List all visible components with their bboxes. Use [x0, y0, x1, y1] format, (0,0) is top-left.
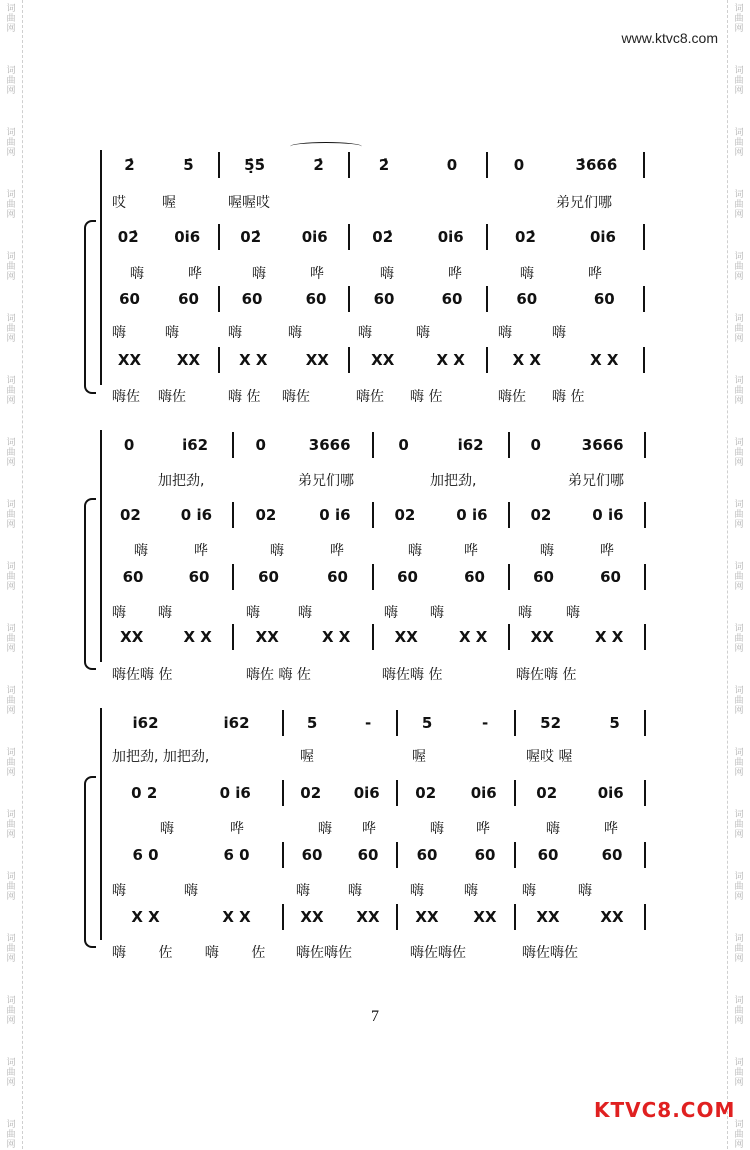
- measure: [100, 154, 218, 176]
- lyric: 嗨: [130, 266, 144, 282]
- lyric: 嗨佐嗨佐: [522, 945, 578, 961]
- lyric: 嗨: [158, 605, 172, 621]
- note: 52: [540, 714, 562, 732]
- measure: [374, 434, 508, 456]
- watermark-text: 词 曲 网: [6, 314, 16, 344]
- measure: [398, 782, 514, 804]
- note: 0i6: [437, 228, 464, 246]
- note: 5̇: [183, 156, 194, 174]
- measure: [220, 226, 348, 248]
- watermark-text: 词 曲 网: [734, 314, 744, 344]
- note: 60: [188, 568, 210, 586]
- bar-line: [644, 780, 646, 806]
- lyric: 嗨: [578, 883, 592, 899]
- lyric: 嗨佐 嗨 佐: [246, 667, 311, 683]
- lyric: 嗨: [112, 605, 126, 621]
- voice2-row: [100, 782, 645, 804]
- note: 02: [536, 784, 558, 802]
- lyric: 喔: [412, 749, 426, 765]
- lyric: 嗨: [112, 325, 126, 341]
- bar-line: [644, 842, 646, 868]
- voice2-row: [100, 226, 645, 248]
- watermark-text: 词 曲 网: [6, 996, 16, 1026]
- note: 60: [516, 290, 538, 308]
- voice4-row: [100, 626, 645, 648]
- measure: [488, 226, 643, 248]
- tie-arc: [290, 142, 362, 151]
- note: 02: [394, 506, 416, 524]
- watermark-text: 词 曲 网: [6, 1058, 16, 1088]
- site-url: www.ktvc8.com: [621, 30, 718, 46]
- note: 0: [530, 436, 541, 454]
- lyric: 嗨: [498, 325, 512, 341]
- watermark-text: 词 曲 网: [734, 66, 744, 96]
- note: i62: [132, 714, 159, 732]
- lyric: 加把劲, 加把劲,: [112, 749, 210, 765]
- note: 0i6: [301, 228, 328, 246]
- watermark-text: 词 曲 网: [6, 934, 16, 964]
- measure: [220, 288, 348, 310]
- bar-line: [643, 286, 645, 312]
- lyric: 嗨: [298, 605, 312, 621]
- note: 60: [373, 290, 395, 308]
- watermark-text: 词 曲 网: [6, 872, 16, 902]
- measure: [234, 626, 372, 648]
- lyric: 嗨: [348, 883, 362, 899]
- lyric: 嗨: [246, 605, 260, 621]
- measure: [100, 782, 282, 804]
- lyric: 弟兄们哪: [556, 195, 612, 211]
- note: -: [364, 714, 372, 732]
- lyric: 嗨: [408, 543, 422, 559]
- measure: [284, 712, 396, 734]
- watermark-text: 词 曲 网: [734, 4, 744, 34]
- note: i62: [182, 436, 209, 454]
- measure: [374, 566, 508, 588]
- watermark-text: 词 曲 网: [6, 128, 16, 158]
- voice3-row: [100, 288, 645, 310]
- lyric: 喔: [300, 749, 314, 765]
- lyric: 嗨: [520, 266, 534, 282]
- lyric: 哗: [188, 266, 202, 282]
- lyric: 嗨 佐: [410, 389, 443, 405]
- note: 02̇: [372, 228, 394, 246]
- lyric: 嗨 佐: [228, 389, 261, 405]
- bar-line: [643, 347, 645, 373]
- bar-line: [644, 624, 646, 650]
- measure: [516, 844, 644, 866]
- note: X X: [595, 628, 624, 646]
- note: 3̇666̇: [575, 156, 618, 174]
- lyric: 哗: [330, 543, 344, 559]
- lyric: 嗨: [252, 266, 266, 282]
- note: 0 i6: [456, 506, 488, 524]
- measure: [220, 349, 348, 371]
- note: -: [481, 714, 489, 732]
- note: 0: [123, 436, 135, 454]
- voice3-row: [100, 844, 645, 866]
- measure: [234, 434, 372, 456]
- watermark-text: 词 曲 网: [734, 190, 744, 220]
- measure: [516, 712, 644, 734]
- measure: [234, 504, 372, 526]
- measure: [220, 154, 348, 176]
- watermark-text: 词 曲 网: [734, 376, 744, 406]
- lyric: 嗨佐: [158, 389, 186, 405]
- lyric: 嗨佐嗨佐: [410, 945, 466, 961]
- note: 60: [416, 846, 438, 864]
- measure: [100, 626, 232, 648]
- note: 60: [178, 290, 199, 308]
- note: 0 i6: [180, 506, 213, 524]
- watermark-text: 词 曲 网: [6, 624, 16, 654]
- note: XX: [536, 908, 560, 926]
- note: 0i6: [589, 228, 616, 246]
- lyric: 加把劲,: [430, 473, 477, 489]
- watermark-text: 词 曲 网: [6, 686, 16, 716]
- note: XX: [371, 351, 395, 369]
- note: X X: [131, 908, 160, 926]
- voice2-row: [100, 504, 645, 526]
- bar-line: [644, 904, 646, 930]
- note: 60: [357, 846, 379, 864]
- measure: [510, 566, 644, 588]
- lyric: 嗨佐: [112, 389, 140, 405]
- lyric: 哗: [476, 821, 490, 837]
- lyric: 嗨 佐 嗨 佐: [112, 945, 280, 961]
- measure: [398, 844, 514, 866]
- measure: [510, 434, 644, 456]
- watermark-text: 词 曲 网: [6, 376, 16, 406]
- note: X X: [222, 908, 251, 926]
- lyric: 弟兄们哪: [298, 473, 354, 489]
- note: 2̇: [378, 156, 390, 174]
- bar-line: [644, 564, 646, 590]
- lyric: 加把劲,: [158, 473, 205, 489]
- note: 0 i6: [319, 506, 351, 524]
- staff-brace: [84, 498, 96, 670]
- lyric: 嗨: [318, 821, 332, 837]
- voice3-row: [100, 566, 645, 588]
- note: XX: [305, 351, 329, 369]
- note: X X: [512, 351, 541, 369]
- note: 02: [530, 506, 552, 524]
- watermark-text: 词 曲 网: [6, 4, 16, 34]
- lyric: 嗨: [160, 821, 174, 837]
- lyric: 嗨: [552, 325, 566, 341]
- measure: [100, 712, 282, 734]
- note: X X: [183, 628, 212, 646]
- lyric: 嗨: [288, 325, 302, 341]
- lyric: 弟兄们哪: [568, 473, 624, 489]
- note: 02̇: [515, 228, 536, 246]
- note: 0i6: [353, 784, 380, 802]
- lyric: 嗨: [430, 605, 444, 621]
- note: 60: [464, 568, 485, 586]
- measure: [100, 566, 232, 588]
- lyric: 嗨 佐: [552, 389, 585, 405]
- lyric: 嗨: [384, 605, 398, 621]
- watermark-text: 词 曲 网: [734, 438, 744, 468]
- note: XX: [600, 908, 624, 926]
- note: 60: [119, 290, 140, 308]
- watermark-text: 词 曲 网: [6, 66, 16, 96]
- lyric: 喔: [162, 195, 176, 211]
- note: 60: [441, 290, 463, 308]
- note: XX: [415, 908, 439, 926]
- measure: [488, 349, 643, 371]
- measure: [488, 154, 643, 176]
- watermark-text: 词 曲 网: [734, 996, 744, 1026]
- lyric: 嗨: [416, 325, 430, 341]
- note: 6 0: [132, 846, 159, 864]
- lyric: 哗: [448, 266, 462, 282]
- lyric: 嗨: [522, 883, 536, 899]
- note: 2̇: [124, 156, 135, 174]
- note: XX: [255, 628, 279, 646]
- bar-line: [644, 710, 646, 736]
- measure: [100, 844, 282, 866]
- right-watermark-strip: [727, 0, 750, 1149]
- site-logo: KTVC8.COM: [594, 1098, 736, 1122]
- note: 0: [513, 156, 525, 174]
- lyric: 嗨: [546, 821, 560, 837]
- note: 5̣̇5̇: [244, 156, 266, 174]
- measure: [100, 288, 218, 310]
- left-watermark-strip: [0, 0, 23, 1149]
- lyric: 哗: [230, 821, 244, 837]
- note: 6 0: [223, 846, 250, 864]
- lyric: 嗨: [518, 605, 532, 621]
- measure: [488, 288, 643, 310]
- measure: [510, 504, 644, 526]
- lyric: 哗: [310, 266, 324, 282]
- watermark-text: 词 曲 网: [734, 748, 744, 778]
- note: 60: [122, 568, 144, 586]
- note: 60: [397, 568, 418, 586]
- measure: [374, 626, 508, 648]
- lyric: 哗: [362, 821, 376, 837]
- note: 0: [398, 436, 409, 454]
- note: X X: [239, 351, 268, 369]
- note: 02: [255, 506, 277, 524]
- note: 0 i6: [592, 506, 624, 524]
- lyric: 嗨: [464, 883, 478, 899]
- lyric: 哗: [600, 543, 614, 559]
- watermark-text: 词 曲 网: [734, 624, 744, 654]
- note: 60: [474, 846, 496, 864]
- measure: [516, 906, 644, 928]
- lyric: 哗: [604, 821, 618, 837]
- voice1-row: [100, 154, 645, 176]
- note: 2̇: [313, 156, 324, 174]
- note: 02̇: [240, 228, 262, 246]
- note: XX: [176, 351, 201, 369]
- lyric: 嗨: [410, 883, 424, 899]
- lyric: 嗨佐嗨佐: [296, 945, 352, 961]
- voice1-row: [100, 712, 645, 734]
- note: 0: [446, 156, 458, 174]
- note: 02: [415, 784, 437, 802]
- voice1-row: [100, 434, 645, 456]
- note: 60: [600, 568, 621, 586]
- lyric: 嗨: [296, 883, 310, 899]
- note: 60: [533, 568, 554, 586]
- watermark-text: 词 曲 网: [734, 1120, 744, 1150]
- note: X X: [322, 628, 351, 646]
- lyric: 嗨: [270, 543, 284, 559]
- note: X X: [459, 628, 488, 646]
- staff-brace: [84, 220, 96, 394]
- note: 3666: [581, 436, 624, 454]
- note: 0 i6: [219, 784, 251, 802]
- measure: [284, 782, 396, 804]
- lyric: 嗨佐: [282, 389, 310, 405]
- note: i62: [457, 436, 484, 454]
- watermark-text: 词 曲 网: [734, 686, 744, 716]
- bar-line: [643, 224, 645, 250]
- watermark-text: 词 曲 网: [734, 128, 744, 158]
- watermark-text: 词 曲 网: [734, 1058, 744, 1088]
- measure: [100, 434, 232, 456]
- watermark-text: 词 曲 网: [6, 438, 16, 468]
- watermark-text: 词 曲 网: [6, 748, 16, 778]
- bar-line: [643, 152, 645, 178]
- lyric: 嗨佐嗨 佐: [382, 667, 443, 683]
- lyric: 嗨: [358, 325, 372, 341]
- note: 0i6: [470, 784, 497, 802]
- note: 60: [537, 846, 559, 864]
- measure: [284, 844, 396, 866]
- note: 60: [593, 290, 615, 308]
- note: 0 2: [131, 784, 158, 802]
- voice4-row: [100, 906, 645, 928]
- bar-line: [644, 502, 646, 528]
- staff-brace: [84, 776, 96, 948]
- lyric: 喔哎 喔: [526, 749, 573, 765]
- lyric: 喔喔哎: [228, 195, 270, 211]
- lyric: 嗨: [228, 325, 242, 341]
- note: X X: [436, 351, 465, 369]
- lyric: 嗨: [112, 883, 126, 899]
- watermark-text: 词 曲 网: [734, 562, 744, 592]
- lyric: 嗨: [566, 605, 580, 621]
- lyric: 哎: [112, 195, 126, 211]
- watermark-text: 词 曲 网: [734, 252, 744, 282]
- note: 60: [258, 568, 279, 586]
- lyric: 嗨佐: [498, 389, 526, 405]
- note: 60: [301, 846, 323, 864]
- lyric: 嗨佐嗨 佐: [516, 667, 577, 683]
- measure: [284, 906, 396, 928]
- lyric: 嗨: [184, 883, 198, 899]
- note: XX: [356, 908, 380, 926]
- note: 02: [300, 784, 322, 802]
- note: 3666: [308, 436, 351, 454]
- note: 60: [305, 290, 327, 308]
- bar-line: [644, 432, 646, 458]
- note: 02: [119, 506, 141, 524]
- watermark-text: 词 曲 网: [6, 252, 16, 282]
- watermark-text: 词 曲 网: [6, 1120, 16, 1150]
- measure: [350, 226, 486, 248]
- lyric: 哗: [194, 543, 208, 559]
- measure: [100, 504, 232, 526]
- watermark-text: 词 曲 网: [734, 810, 744, 840]
- measure: [374, 504, 508, 526]
- measure: [350, 349, 486, 371]
- note: 0i6: [597, 784, 624, 802]
- lyric: 嗨佐嗨 佐: [112, 667, 173, 683]
- note: 0: [255, 436, 266, 454]
- measure: [234, 566, 372, 588]
- watermark-text: 词 曲 网: [734, 934, 744, 964]
- lyric: 哗: [464, 543, 478, 559]
- measure: [398, 906, 514, 928]
- note: 5: [306, 714, 318, 732]
- lyric: 嗨: [430, 821, 444, 837]
- lyric: 嗨: [380, 266, 394, 282]
- note: X X: [590, 351, 619, 369]
- note: 60: [327, 568, 348, 586]
- note: i62: [223, 714, 250, 732]
- lyric: 嗨: [134, 543, 148, 559]
- voice4-row: [100, 349, 645, 371]
- note: 60: [601, 846, 623, 864]
- lyric: 哗: [588, 266, 602, 282]
- watermark-text: 词 曲 网: [6, 810, 16, 840]
- measure: [350, 288, 486, 310]
- note: 0i6: [174, 228, 201, 246]
- watermark-text: 词 曲 网: [6, 562, 16, 592]
- watermark-text: 词 曲 网: [734, 872, 744, 902]
- note: XX: [473, 908, 497, 926]
- watermark-text: 词 曲 网: [6, 500, 16, 530]
- watermark-text: 词 曲 网: [6, 190, 16, 220]
- note: 60: [241, 290, 263, 308]
- measure: [100, 226, 218, 248]
- note: 5: [609, 714, 620, 732]
- measure: [516, 782, 644, 804]
- measure: [510, 626, 644, 648]
- note: XX: [120, 628, 144, 646]
- note: 02̇: [117, 228, 139, 246]
- note: XX: [394, 628, 418, 646]
- lyric: 嗨: [540, 543, 554, 559]
- measure: [398, 712, 514, 734]
- measure: [100, 906, 282, 928]
- note: XX: [117, 351, 142, 369]
- note: XX: [300, 908, 324, 926]
- page-number: 7: [371, 1008, 379, 1025]
- measure: [350, 154, 486, 176]
- watermark-text: 词 曲 网: [734, 500, 744, 530]
- note: 5: [421, 714, 433, 732]
- note: XX: [530, 628, 554, 646]
- lyric: 嗨: [165, 325, 179, 341]
- lyric: 嗨佐: [356, 389, 384, 405]
- measure: [100, 349, 218, 371]
